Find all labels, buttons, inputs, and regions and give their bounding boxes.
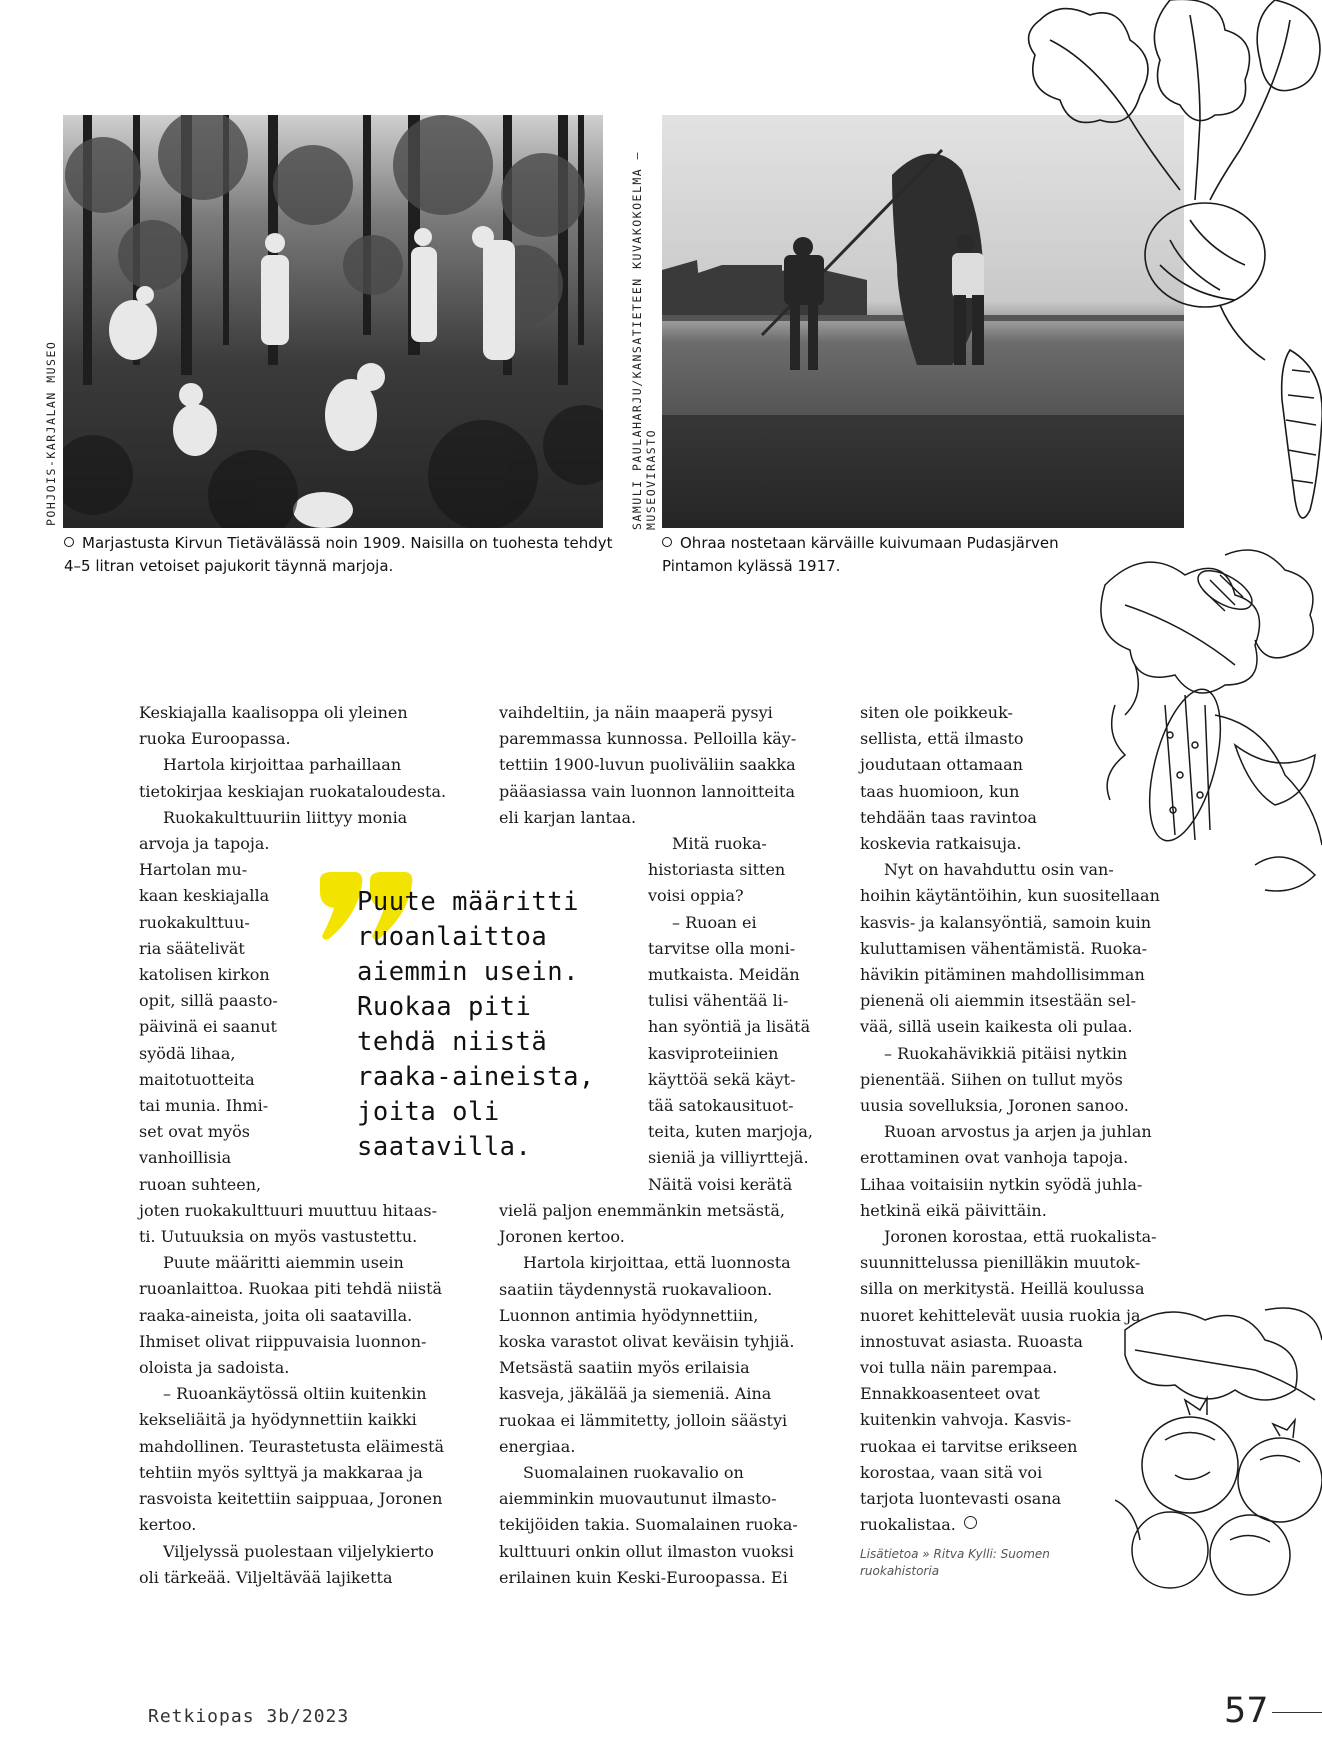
radish-illustration	[1020, 0, 1322, 540]
caption-bullet-icon	[64, 537, 74, 547]
text-column-2-narrow: Mitä ruoka- historiasta sitten voisi oppia? – Ruoan ei tarvitse olla moni- mutkaista. Meidän tulisi vähentää li- han syöntiä ja lisätä kasviproteiinien käyttöä sekä käyt- tää satokausituot- teita, kuten marjoja, sieniä ja villiyrttejä. Näitä voisi kerätä	[648, 834, 813, 1194]
photo-credit-1: POHJOIS-KARJALAN MUSEO	[44, 340, 58, 526]
footer-rule	[1272, 1712, 1322, 1713]
text-column-1: Keskiajalla kaalisoppa oli yleinen ruoka Euroopassa. Hartola kirjoittaa parhaillaan tietokirjaa keskiajan ruokataloudesta. Ruokakulttuuriin liittyy monia arvoja ja tapoja. Hartolan mu- kaan keskiajalla ruokakulttuu- ria säätelivät katolisen kirkon opit, sillä paasto- päivinä ei saanut syödä lihaa, maitotuotteita tai munia. Ihmi- set ovat myös vanhoillisia ruoan suhteen, joten ruokakulttuuri muuttuu hitaas- ti. Uutuuksia on myös vastustettu. Puute määritti aiemmin usein ruoanlaittoa. Ruokaa piti tehdä niistä raaka-aineista, joita oli saatavilla. Ihmiset olivat riippuvaisia luonnon- oloista ja sadoista. – Ruoankäytössä oltiin kuitenkin kekseliäitä ja hyödynnettiin kaikki mahdollinen. Teurastetusta eläimestä tehtiin myös sylttyä ja makkaraa ja rasvoista keitettiin saippuaa, Joronen kertoo. Viljelyssä puolestaan viljelykierto oli tärkeää. Viljeltävää lajiketta	[139, 703, 447, 1587]
pull-quote: Puute määritti ruoanlaittoa aiemmin usein. Ruokaa piti tehdä niistä raaka-aineista, joita oli saatavilla.	[357, 887, 595, 1162]
magazine-issue: Retkiopas 3b/2023	[148, 1706, 350, 1727]
text-column-2-bottom: vielä paljon enemmänkin metsästä, Joronen kertoo. Hartola kirjoittaa, että luonnosta saatiin täydennystä ruokavalioon. Luonnon antimia hyödynnettiin, koska varastot olivat keväisin tyhjiä. Metsästä saatiin myös erilaisia kasveja, jäkälää ja siemeniä. Aina ruokaa ei lämmitetty, jolloin säästyi energiaa. Suomalainen ruokavalio on aiemminkin muovautunut ilmasto- tekijöiden takia. Suomalainen ruoka- kulttuuri onkin ollut ilmaston vuoksi erilainen kuin Keski-Euroopassa. Ei	[499, 1201, 798, 1587]
text-column-3: siten ole poikkeuk- sellista, että ilmasto joudutaan ottamaan taas huomioon, kun tehdään taas ravintoa koskevia ratkaisuja. Nyt on havahduttu osin van- hoihin käytäntöihin, kun suositellaan kasvis- ja kalansyöntiä, samoin kuin kuluttamisen vähentämistä. Ruoka- hävikin pitäminen mahdollisimman pienenä oli aiemmin itsestään sel- vää, sillä usein kaikesta oli pulaa. – Ruokahävikkiä pitäisi nytkin pienentää. Siihen on tullut myös uusia sovelluksia, Joronen sanoo. Ruoan arvostus ja arjen ja juhlan erottaminen ovat vanhoja tapoja. Lihaa voitaisiin nytkin syödä juhla- hetkinä eikä päivittäin. Joronen korostaa, että ruokalista- suunnittelussa pienilläkin muutok- silla on merkitystä. Heillä koulussa nuoret kehittelevät uusia ruokia ja innostuvat asiasta. Ruoasta voi tulla näin parempaa. Ennakkoasenteet ovat kuitenkin vahvoja. Kasvis- ruokaa ei tarvitse erikseen korostaa, vaan sitä voi tarjota luontevasti osana ruokalistaa.	[860, 703, 1160, 1535]
photo-caption-1: Marjastusta Kirvun Tietävälässä noin 1909. Naisilla on tuohesta tehdyt 4–5 litran vetoiset pajukorit täynnä marjoja.	[64, 534, 613, 575]
berry-picking-photo	[63, 115, 603, 528]
text-column-2-top: vaihdeltiin, ja näin maaperä pysyi paremmassa kunnossa. Pelloilla käy- tettiin 1900-luvun puoliväliin saakka pääasiassa vain luonnon lannoitteita eli karjan lantaa.	[499, 703, 797, 827]
source-note: Lisätietoa » Ritva Kylli: Suomen ruokahistoria	[860, 1547, 1050, 1578]
caption-bullet-icon	[662, 537, 672, 547]
photo-caption-2: Ohraa nostetaan kärväille kuivumaan Pudasjärven Pintamon kylässä 1917.	[662, 534, 1059, 575]
end-mark-icon	[964, 1516, 977, 1529]
photo-credit-2: SAMULI PAULAHARJU/KANSATIETEEN KUVAKOKOELMA – MUSEOVIRASTO	[630, 150, 658, 530]
page-number: 57	[1224, 1691, 1269, 1731]
